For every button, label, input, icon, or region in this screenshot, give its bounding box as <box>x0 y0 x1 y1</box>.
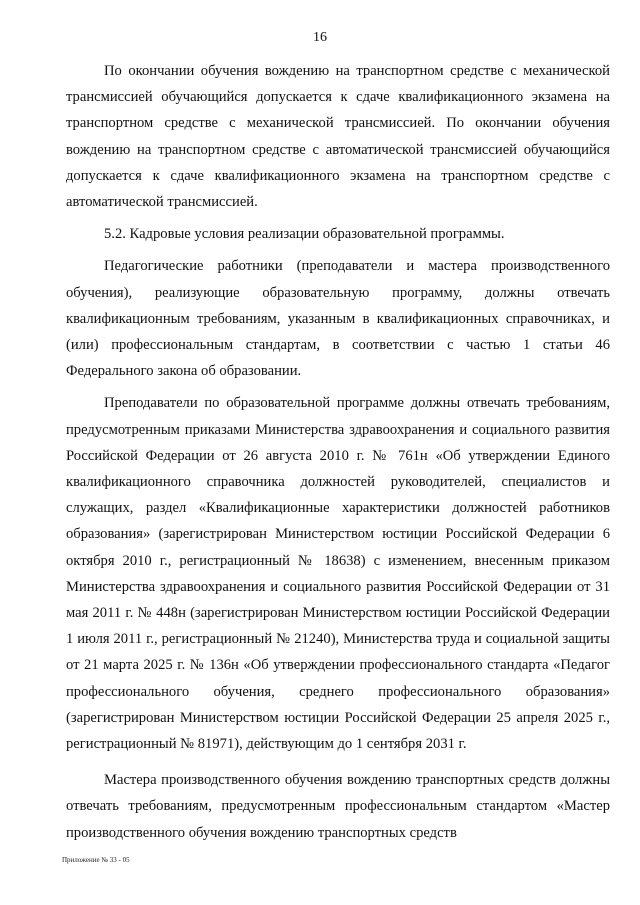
section-heading-5-2: 5.2. Кадровые условия реализации образовательной программы. <box>104 226 505 243</box>
page-number: 16 <box>313 30 327 45</box>
footer-annex-label: Приложение № 33 - 05 <box>62 856 130 864</box>
paragraph-teachers-requirements: Преподаватели по образовательной программе должны отвечать требованиям, предусмотренным приказами Министерства здравоохранения и социального развития Российской Федерации от 26 августа 2010 г. № 761н «Об утверждении Единого квалификационного справочника должностей руководителей, специалистов и служащих, раздел «Квалификационные характеристики должностей работников образования» (зарегистрирован Министерством юстиции Российской Федерации 6 октября 2010 г., регистрационный № 18638) с изменением, внесенным приказом Министерства здравоохранения и социального развития Российской Федерации от 31 мая 2011 г. № 448н (зарегистрирован Министерством юстиции Российской Федерации 1 июля 2011 г., регистрационный № 21240), Министерства труда и социальной защиты от 21 марта 2025 г. № 136н «Об утверждении профессионального стандарта «Педагог профессионального обучения, среднего профессионального образования» (зарегистрирован Министерством юстиции Российской Федерации 25 апреля 2025 г., регистрационный № 81971), действующим до 1 сентября 2031 г. <box>66 395 610 753</box>
paragraph-transmission-exam: По окончании обучения вождению на транспортном средстве с механической трансмиссией обучающийся допускается к сдаче квалификационного экзамена на транспортном средстве с механической трансмиссией. По окончании обучения вождению на транспортном средстве с автоматической трансмиссией обучающийся допускается к сдаче квалификационного экзамена на транспортном средстве с автоматической трансмиссией. <box>66 63 610 211</box>
paragraph-driving-instructors: Мастера производственного обучения вождению транспортных средств должны отвечать требованиям, предусмотренным профессиональным стандартом «Мастер производственного обучения вождению транспортных средств <box>66 772 610 841</box>
paragraph-pedagogical-workers: Педагогические работники (преподаватели и мастера производственного обучения), реализующие образовательную программу, должны отвечать квалификационным требованиям, указанным в квалификационных справочниках, и (или) профессиональным стандартам, в соответствии с частью 1 статьи 46 Федерального закона об образовании. <box>66 258 610 380</box>
document-body <box>66 58 610 846</box>
